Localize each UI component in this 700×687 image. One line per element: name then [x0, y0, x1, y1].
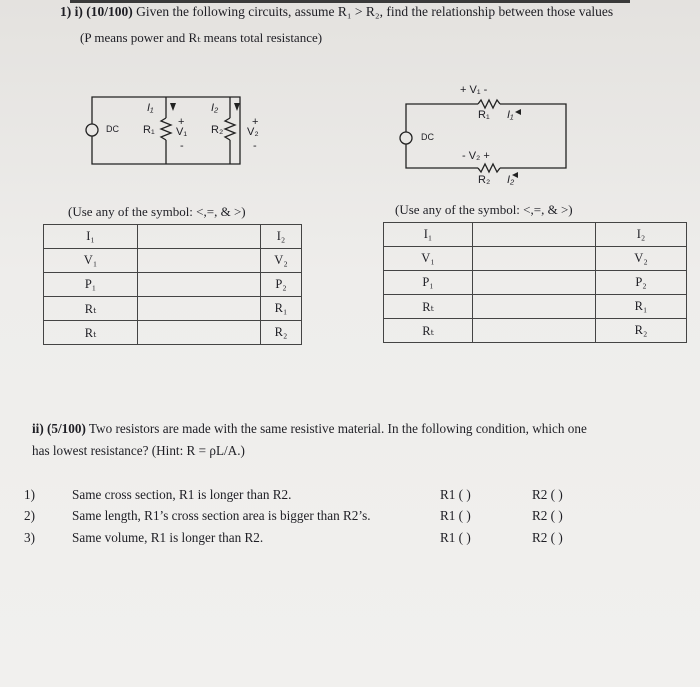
table-row [44, 225, 302, 249]
option-r1-choice[interactable]: R1 ( ) [440, 530, 471, 545]
quantity-cell: P₂ [261, 273, 302, 297]
question-2-points: (5/100) [47, 421, 86, 436]
question-1-note: (P means power and Rₜ means total resistance) [80, 30, 323, 45]
question-2-label: ii) [32, 421, 44, 436]
answer-cell[interactable] [473, 223, 596, 247]
option-r2-choice[interactable]: R2 ( ) [532, 508, 563, 523]
left-r1-label: R₁ [143, 124, 155, 136]
quantity-cell: I₂ [596, 223, 687, 247]
option-text: Same length, R1’s cross section area is bigger than R2’s. [72, 508, 371, 523]
left-r2-label: R₂ [211, 124, 224, 136]
quantity-cell: I₁ [44, 225, 138, 249]
quantity-cell: P₁ [44, 273, 138, 297]
left-v1-minus: - [180, 140, 184, 152]
table-row [44, 273, 302, 297]
left-i2-label: I₂ [211, 102, 219, 114]
right-r1-label: R₁ [478, 109, 490, 121]
quantity-cell: V₂ [596, 247, 687, 271]
current-arrow-right-i1 [515, 109, 521, 115]
quantity-cell: I₁ [384, 223, 473, 247]
comparison-table-left [43, 224, 302, 345]
answer-cell[interactable] [138, 321, 261, 345]
quantity-cell: Rₜ [384, 295, 473, 319]
quantity-cell: R₁ [596, 295, 687, 319]
left-v2-plus: + [252, 116, 259, 128]
option-number: 1) [24, 487, 35, 502]
answer-cell[interactable] [138, 273, 261, 297]
option-number: 3) [24, 530, 35, 545]
right-r2-label: R₂ [478, 174, 491, 186]
option-r1-choice[interactable]: R1 ( ) [440, 508, 471, 523]
quantity-cell: Rₜ [384, 319, 473, 343]
left-v2-label: V₂ [247, 126, 259, 138]
table-row [384, 295, 687, 319]
question-2-text: Two resistors are made with the same resistive material. In the following condition, which one [88, 421, 587, 436]
table-row [44, 297, 302, 321]
option-text: Same cross section, R1 is longer than R2. [72, 487, 292, 502]
answer-cell[interactable] [138, 297, 261, 321]
quantity-cell: R₂ [596, 319, 687, 343]
right-i2-label: I₂ [507, 174, 515, 186]
quantity-cell: V₁ [384, 247, 473, 271]
right-i1-label: I₁ [507, 109, 514, 121]
answer-cell[interactable] [138, 249, 261, 273]
right-source-label: DC [421, 132, 434, 142]
left-i1-label: I₁ [147, 102, 154, 114]
answer-cell[interactable] [473, 271, 596, 295]
quantity-cell: R₂ [261, 321, 302, 345]
comparison-table-right [383, 222, 687, 343]
hint-right: (Use any of the symbol: <,=, & >) [395, 202, 573, 217]
table-row [44, 249, 302, 273]
hint-left: (Use any of the symbol: <,=, & >) [68, 204, 246, 219]
quantity-cell: I₂ [261, 225, 302, 249]
circuit-right-diagram [0, 0, 700, 200]
option-number: 2) [24, 508, 35, 523]
table-row [384, 223, 687, 247]
left-source-label: DC [106, 124, 119, 134]
answer-cell[interactable] [473, 319, 596, 343]
quantity-cell: Rₜ [44, 297, 138, 321]
left-v1-label: V₁ [176, 126, 188, 138]
answer-cell[interactable] [138, 225, 261, 249]
table-row [384, 271, 687, 295]
option-r2-choice[interactable]: R2 ( ) [532, 487, 563, 502]
quantity-cell: P₁ [384, 271, 473, 295]
right-v1-label: + V₁ - [460, 84, 488, 96]
option-text: Same volume, R1 is longer than R2. [72, 530, 264, 545]
quantity-cell: Rₜ [44, 321, 138, 345]
question-2-text-continued: has lowest resistance? (Hint: R = ρL/A.) [32, 443, 245, 458]
option-r2-choice[interactable]: R2 ( ) [532, 530, 563, 545]
quantity-cell: P₂ [596, 271, 687, 295]
quantity-cell: V₂ [261, 249, 302, 273]
question-1-label: 1) i) [60, 4, 83, 19]
question-1-text: Given the following circuits, assume R₁ > R₂, find the relationship between those values [136, 4, 614, 19]
table-row [384, 247, 687, 271]
question-1-points: (10/100) [86, 4, 133, 19]
quantity-cell: V₁ [44, 249, 138, 273]
right-v2-label: - V₂ + [462, 150, 490, 162]
question-2 [32, 418, 587, 462]
table-row [44, 321, 302, 345]
answer-cell[interactable] [473, 247, 596, 271]
left-v2-minus: - [253, 140, 257, 152]
table-row [384, 319, 687, 343]
option-r1-choice[interactable]: R1 ( ) [440, 487, 471, 502]
answer-cell[interactable] [473, 295, 596, 319]
left-v1-plus: + [178, 116, 185, 128]
quantity-cell: R₁ [261, 297, 302, 321]
